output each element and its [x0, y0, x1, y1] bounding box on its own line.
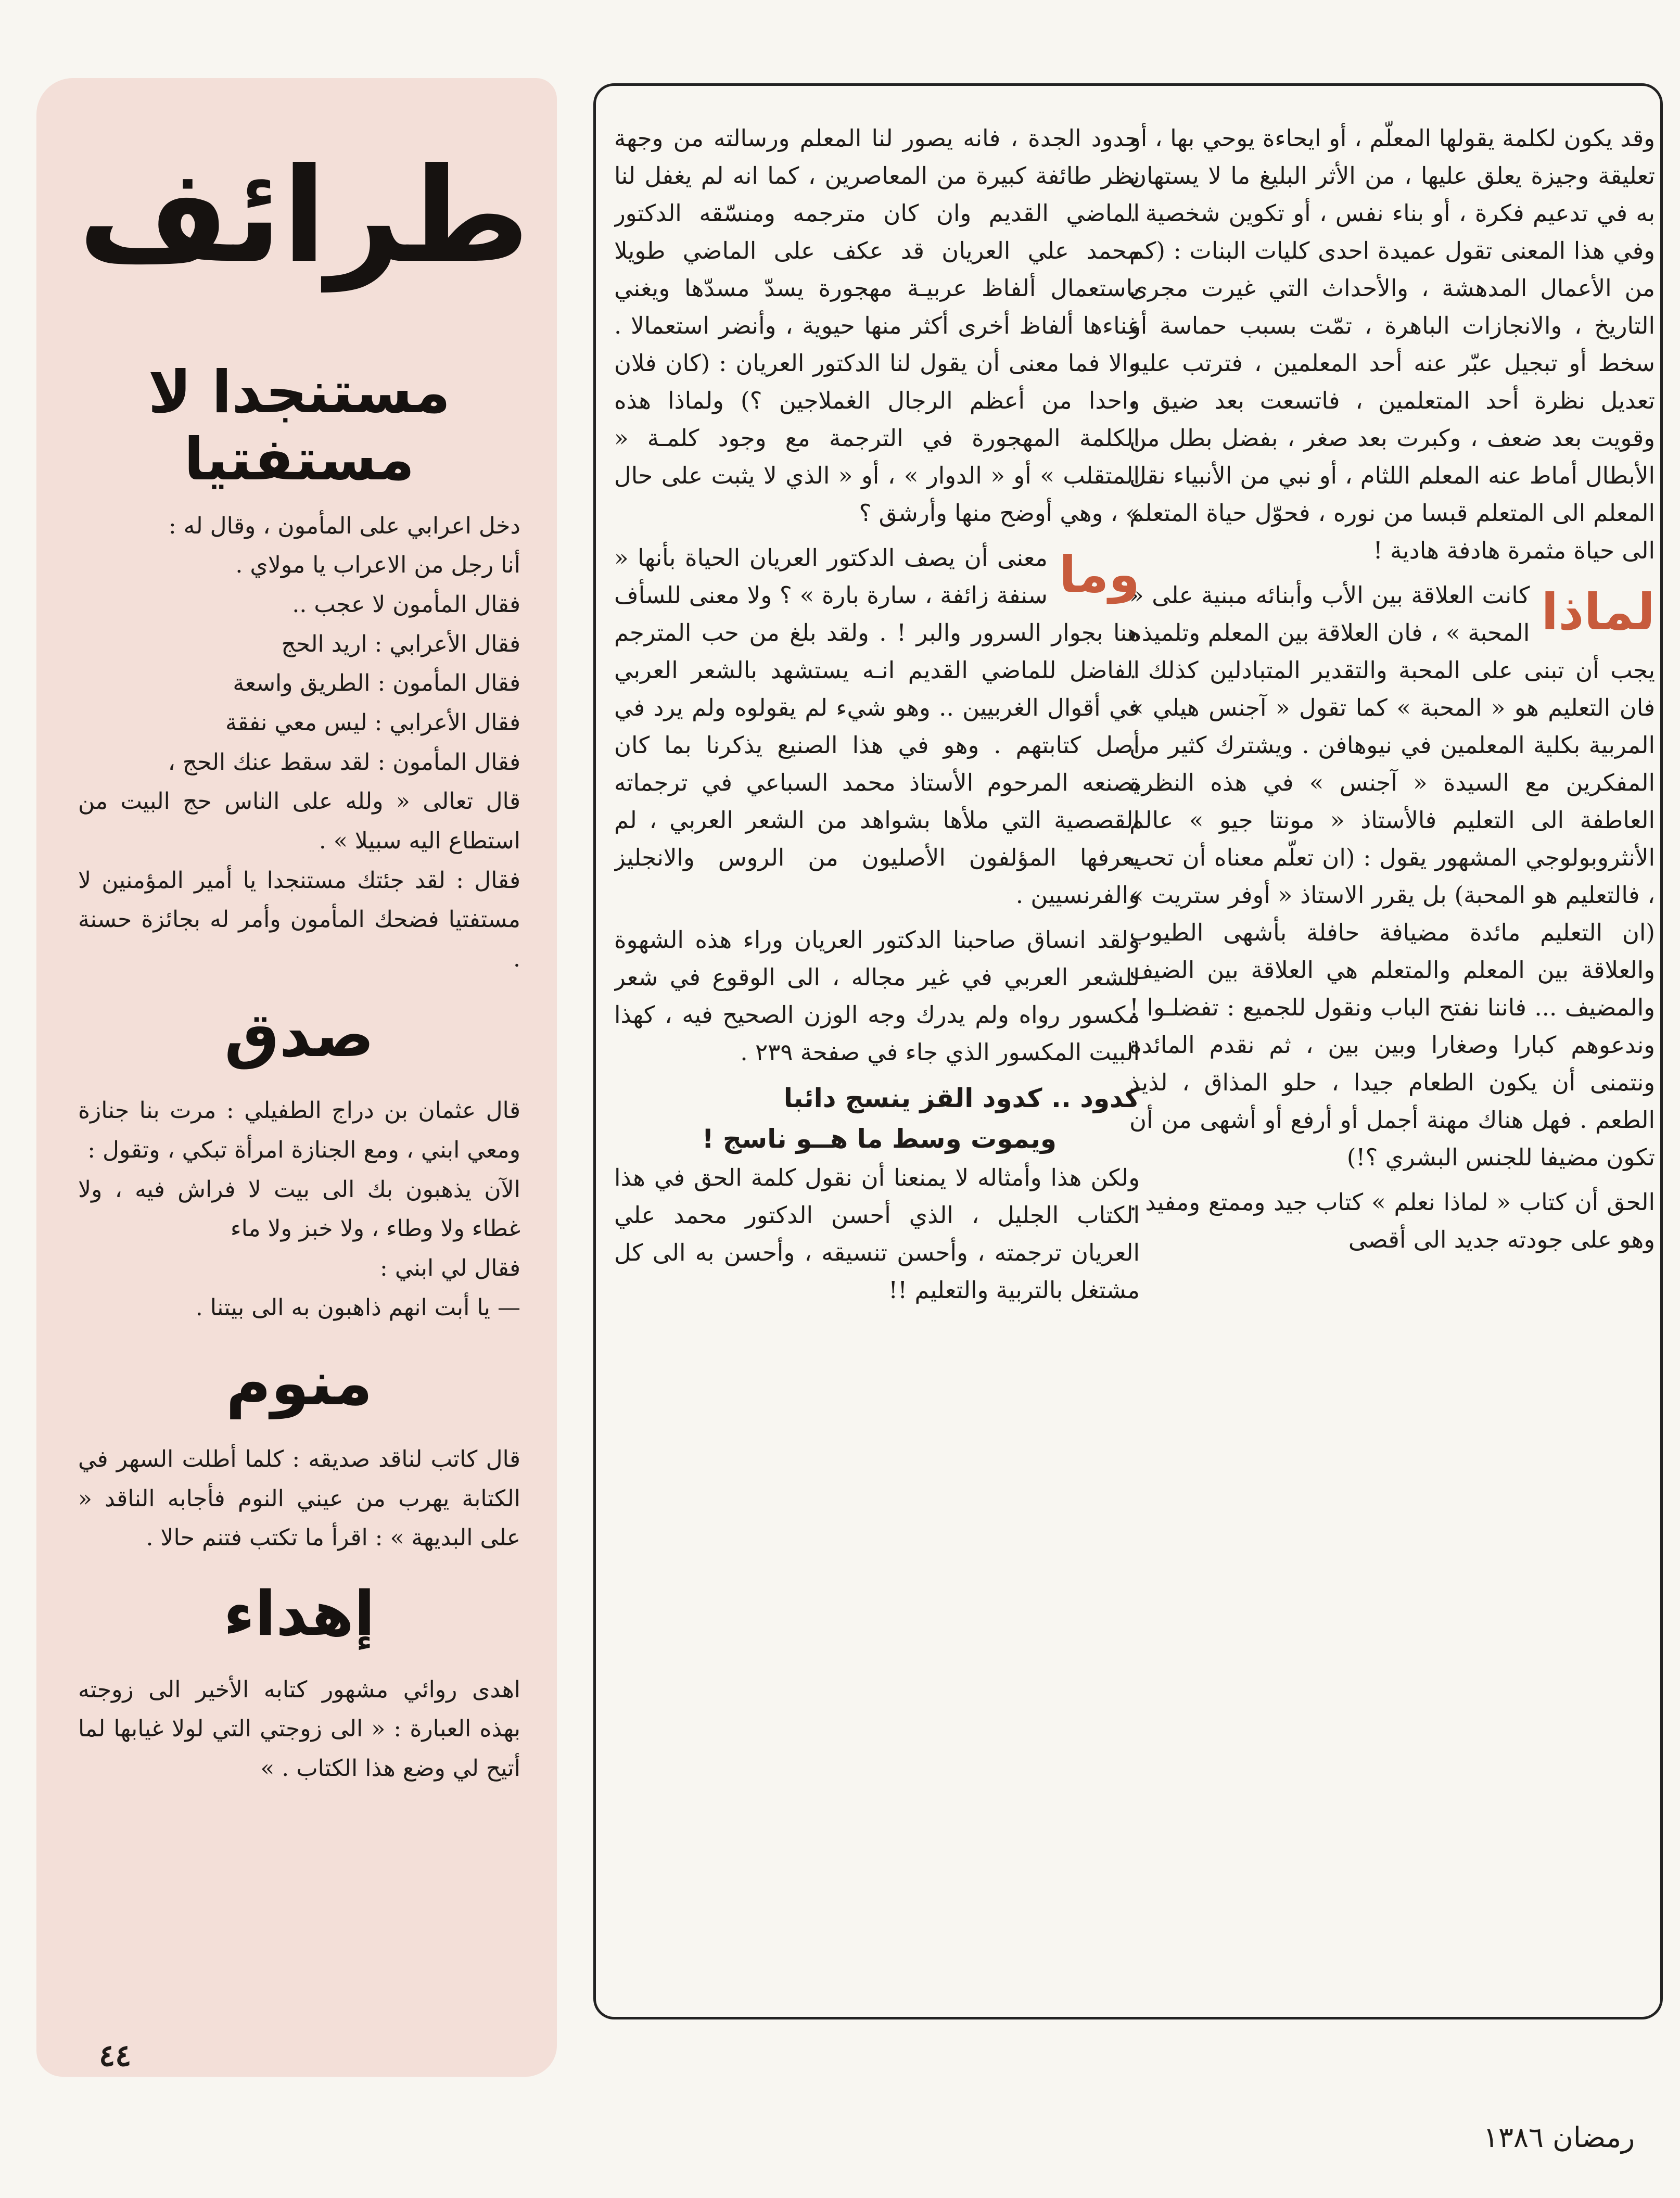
text-line: فقال الأعرابي : ليس معي نفقة [225, 709, 520, 736]
article-column-left [614, 120, 1140, 1853]
text-line: فقال لي ابني : [380, 1255, 520, 1282]
article-paragraph: حدود الجدة ، فانه يصور لنا المعلم ورسالته من وجهة نظر طائفة كبيرة من المعاصرين ، كما انه لم يغفل لنا الماضي القديم وان كان مترجمه ومنسّقه الدكتور محمد علي العريان قد عكف على الماضي طويلا باستعمال ألفاظ عربيـة مهجورة يسدّ مسدّها ويغني غناءها ألفاظ أخرى أكثر منها حيوية ، وأنضر استعمالا . والا فما معنى أن يقول لنا الدكتور العريان : (كان فلان واحدا من أعظم الرجال الغملاجين ؟) ولماذا هذه الكلمة المهجورة في الترجمة مع وجود كلمـة « المتقلب » أو « الدوار » ، أو « الذي لا يثبت على حال » ، وهي أوضح منها وأرشق ؟ [614, 124, 1140, 527]
section-heading-4: إهداء [223, 1578, 375, 1650]
article-paragraph [614, 539, 1140, 914]
issue-date: رمضان ١٣٨٦ [1483, 2121, 1635, 2154]
article-paragraph: ولكن هذا وأمثاله لا يمنعنا أن نقول كلمة الحق في هذا الكتاب الجليل ، الذي أحسن الدكتور محمد علي العريان ترجمته ، وأحسن تنسيقه ، وأحسن به الى كل مشتغل بالتربية والتعليم !! [614, 1164, 1140, 1304]
article-paragraph [1129, 577, 1655, 1176]
text-line: قال تعالى « ولله على الناس حج البيت من استطاع اليه سبيلا » . [78, 788, 520, 854]
article-text: كانت العلاقة بين الأب وأبنائه مبنية على « المحبة » ، فان العلاقة بين المعلم وتلميذه يجب أن تبنى على المحبة والتقدير المتبادلين كذلك . فان التعليم هو « المحبة » كما تقول « آجنس هيلي » المربية بكلية المعلمين في نيوهافن . ويشترك كثير من المفكرين مع السيدة « آجنس » في هذه النظرة العاطفة الى التعليم فالأستاذ « مونتا جيو » عالم الأنثروبولوجي المشهور يقول : (ان تعلّم معناه أن تحب ، فالتعليم هو المحبة) بل يقرر الاستاذ « أوفر ستريت » (ان التعليم مائدة مضيافة حافلة بأشهى الطيوب والعلاقة بين المعلم والمتعلم هي العلاقة بين الضيف والمضيف ... فاننا نفتح الباب ونقول للجميع : تفضلـوا ! وندعوهم كبارا وصغارا وبين بين ، ثم نقدم المائدة ونتمنى أن يكون الطعام جيدا ، حلو المذاق ، لذيذ الطعم . فهل هناك مهنة أجمل أو أرفع أو أشهى من أن تكون مضيفا للجنس البشري ؟!) [1129, 581, 1655, 1171]
poem-verse [614, 1078, 1140, 1159]
article-text: معنى أن يصف الدكتور العريان الحياة بأنها « سنفة زائفة ، سارة بارة » ؟ ولا معنى للسأف هنا بجوار السرور والبر ! . ولقد بلغ من حب المترجم الفاضل للماضي القديم انـه يستشهد بالشعر العربي في أقوال الغربيين .. وهو شيء لم يقولوه ولم يرد في أصل كتابتهم . وهو في هذا الصنيع يذكرنا بما كان يصنعه المرحوم الأستاذ محمد السباعي في ترجماته القصصية التي ملأها بشواهد من الشعر العربي ، لم يعرفها المؤلفون الأصليون من الروس والانجليز والفرنسيين . [614, 544, 1140, 909]
page-number: ٤٤ [99, 2038, 132, 2073]
text-line: فقال المأمون : الطريق واسعة [233, 670, 520, 697]
text-line: فقال : لقد جئتك مستنجدا يا أمير المؤمنين لا مستفتيا فضحك المأمون وأمر له بجائزة حسنة . [78, 867, 520, 972]
text-line: فقال المأمون : لقد سقط عنك الحج ، [168, 748, 520, 776]
article-paragraph: الحق أن كتاب « لماذا نعلم » كتاب جيد وممتع ومفيد . وهو على جودته جديد الى أقصى [1129, 1188, 1655, 1253]
article-column-right [1129, 120, 1655, 1853]
text-line: أنا رجل من الاعراب يا مولاي . [235, 552, 520, 579]
section-text-1 [78, 506, 520, 979]
sidebar-box [36, 78, 557, 2077]
article-paragraph: وقد يكون لكلمة يقولها المعلّم ، أو ايحاءة يوحي بها ، أو تعليقة وجيزة يعلق عليها ، من الأثر البليغ ما لا يستهان به في تدعيم فكرة ، أو بناء نفس ، أو تكوين شخصية . وفي هذا المعنى تقول عميدة احدى كليات البنات : (كم من الأعمال المدهشة ، والأحداث التي غيرت مجرى التاريخ ، والانجازات الباهرة ، تمّت بسبب حماسة أو سخط أو تبجيل عبّر عنه أحد المعلمين ، فترتب عليه تعديل نظرة أحد المتعلمين ، فاتسعت بعد ضيق ، وقويت بعد ضعف ، وكبرت بعد صغر ، بفضل بطل من الأبطال أماط عنه المعلم اللثام ، أو نبي من الأنبياء نقل المعلم الى المتعلم قبسا من نوره ، فحوّل حياة المتعلم الى حياة مثمرة هادفة هادية ! [1129, 124, 1655, 564]
section-text-2 [78, 1091, 520, 1327]
section-heading-3: منوم [226, 1347, 373, 1419]
sidebar-title: طرائف [78, 140, 530, 291]
text-line: قال كاتب لناقد صديقه : كلما أطلت السهر في الكتابة يهرب من عيني النوم فأجابه الناقد « على البديهة » : اقرأ ما تكتب فتنم حالا . [78, 1446, 520, 1552]
text-line: — يا أبت انهم ذاهبون به الى بيتنا . [195, 1294, 520, 1321]
section-word-lmatha: لماذا [1541, 583, 1655, 641]
text-line: دخل اعرابي على المأمون ، وقال له : [168, 512, 520, 539]
section-heading-1: مستنجدا لا مستفتيا [148, 359, 451, 493]
section-heading-2: صدق [224, 998, 374, 1071]
text-line: اهدى روائي مشهور كتابه الأخير الى زوجته بهذه العبارة : « الى زوجتي التي لولا غيابها لما أتيح لي وضع هذا الكتاب . » [78, 1676, 520, 1782]
article-paragraph: ولقد انساق صاحبنا الدكتور العريان وراء هذه الشهوة للشعر العربي في غير مجاله ، الى الوقوع في شعر مكسور رواه ولم يدرك وجه الوزن الصحيح فيه ، كهذا البيت المكسور الذي جاء في صفحة ٢٣٩ . [614, 926, 1140, 1066]
section-text-4 [78, 1670, 520, 1788]
text-line: قال عثمان بن دراج الطفيلي : مرت بنا جنازة ومعي ابني ، ومع الجنازة امرأة تبكي ، وتقول : [78, 1097, 520, 1164]
section-word-wama: وما [1059, 545, 1140, 604]
section-text-3 [78, 1440, 520, 1558]
verse-line-2: ويموت وسط ما هــو ناسج ! [702, 1123, 1057, 1154]
text-line: فقال الأعرابي : اريد الحج [281, 630, 520, 657]
text-line: فقال المأمون لا عجب .. [292, 591, 520, 618]
verse-line-1: كدود .. كدود القز ينسج دائبا [783, 1083, 1140, 1113]
text-line: الآن يذهبون بك الى بيت لا فراش فيه ، ولا غطاء ولا وطاء ، ولا خبز ولا ماء [78, 1176, 520, 1242]
